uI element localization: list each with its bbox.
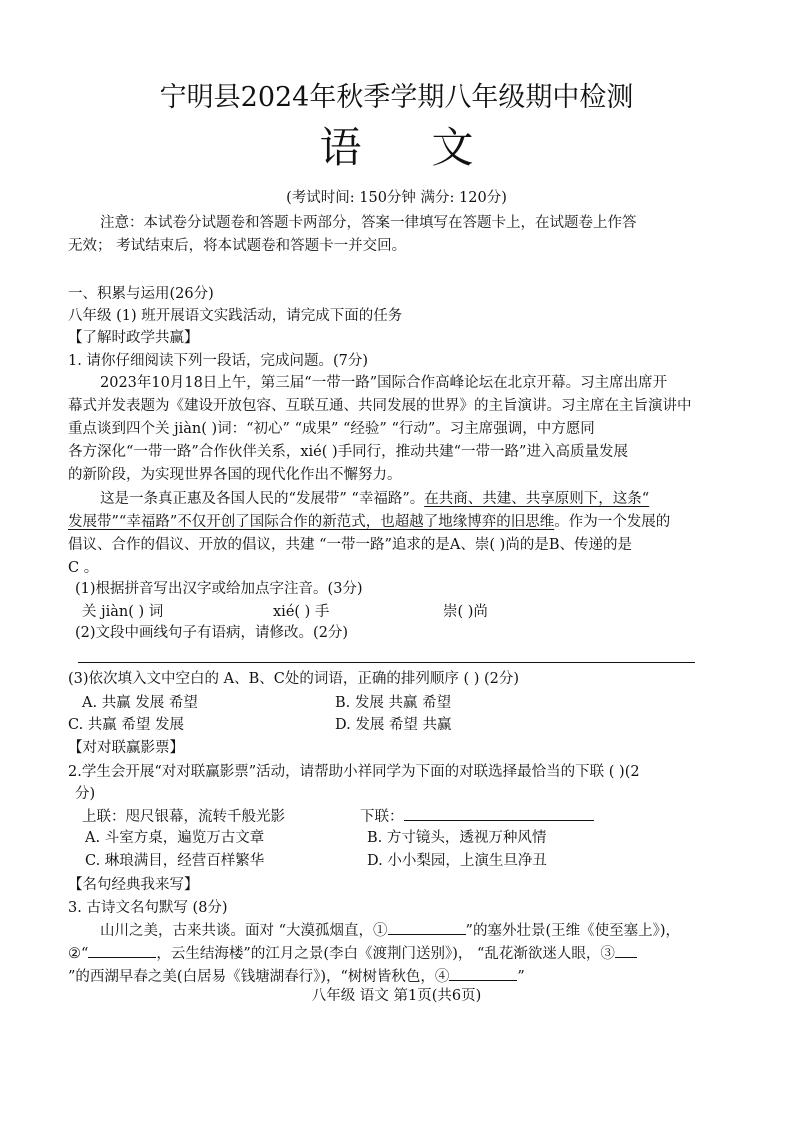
underlined-sentence-part2: 发展带”“幸福路”不仅开创了国际合作的新范式，也超越了地缘博弈的旧思维	[68, 514, 555, 530]
question-1-stem: 1. 请你仔细阅读下列一段话，完成问题。(7分)	[68, 353, 368, 369]
q2-option-d: D. 小小梨园，上演生旦净丑	[367, 853, 547, 869]
q1-para2-line4: C 。	[68, 560, 99, 576]
q3-line2-text: ②“	[68, 946, 89, 962]
q1-sub1: (1)根据拼音写出汉字或给加点字注音。(3分)	[75, 581, 363, 597]
question-2-stem-line2: 分)	[75, 786, 96, 802]
couplet-lower-blank	[404, 806, 594, 821]
q2-option-b: B. 方寸镜头，透视万种风情	[367, 830, 547, 846]
q3-line2	[68, 943, 637, 965]
q2-option-c: C. 琳琅满目，经营百样繁华	[85, 853, 265, 869]
question-3-stem: 3. 古诗文名句默写 (8分)	[68, 900, 228, 916]
q1-sub3: (3)依次填入文中空白的 A、B、C处的词语，正确的排列顺序 ( ) (2分)	[68, 671, 520, 687]
subject-title: 语文	[319, 123, 544, 172]
q1-option-c: C. 共赢 希望 发展	[68, 717, 185, 733]
q3-line2-text-end: ，云生结海楼”的江月之景(李白《渡荆门送别》)， “乱花渐欲迷人眼，③	[156, 946, 615, 962]
q1-para1-line1: 2023年10月18日上午，第三届“一带一路”国际合作高峰论坛在北京开幕。习主席出席开	[100, 375, 668, 391]
q1-para1-line2: 幕式并发表题为《建设开放包容、互联互通、共同发展的世界》的主旨演讲。习主席在主旨演讲中	[68, 398, 692, 414]
fill-xie: xié( ) 手	[273, 604, 330, 620]
blank-2	[88, 943, 156, 958]
tag-famous-lines: 【名句经典我来写】	[68, 877, 199, 893]
section-heading: 一、积累与运用(26分)	[68, 286, 214, 302]
q1-para2-line2-text: 。作为一个发展的	[554, 514, 671, 530]
notice-line-2: 无效； 考试结束后，将本试题卷和答题卡一并交回。	[68, 238, 407, 254]
q3-line1	[100, 920, 680, 942]
fill-jian: 关 jiàn( ) 词	[82, 604, 164, 620]
q1-para2-line1-text: 这是一条真正惠及各国人民的“发展带” “幸福路”。	[100, 491, 425, 507]
q1-option-b: B. 发展 共赢 希望	[335, 695, 452, 711]
q1-option-d: D. 发展 希望 共赢	[335, 717, 452, 733]
blank-4	[449, 966, 517, 981]
tag-couplet: 【对对联赢影票】	[68, 740, 184, 756]
q1-para1-line5: 的新阶段，为实现世界各国的现代化作出不懈努力。	[68, 467, 402, 483]
couplet-upper: 上联：咫尺银幕，流转千般光影	[82, 809, 285, 825]
fill-chong: 崇( )尚	[443, 604, 488, 620]
blank-1	[388, 920, 466, 935]
q1-para2-line3: 倡议、合作的倡议、开放的倡议，共建 “一带一路”追求的是A、崇( )尚的是B、传递的是	[68, 537, 632, 553]
question-2-stem-line1: 2.学生会开展“对对联赢影票”活动，请帮助小祥同学为下面的对联选择最恰当的下联 ( )(2	[68, 764, 640, 780]
q1-para2-line2	[68, 511, 670, 533]
q1-para1-line3: 重点谈到四个关 jiàn( )词：“初心” “成果” “经验” “行动”。习主席强调，中方愿同	[68, 421, 595, 437]
q1-para2-line1	[100, 488, 649, 510]
section-intro: 八年级 (1) 班开展语文实践活动，请完成下面的任务	[68, 308, 403, 324]
couplet-lower-label: 下联：	[360, 809, 404, 825]
q3-line1-text-end: ”的塞外壮景(王维《使至塞上》)，	[465, 923, 681, 939]
page-footer: 八年级 语文 第1页(共6页)	[311, 988, 482, 1004]
q1-sub2: (2)文段中画线句子有语病，请修改。(2分)	[75, 625, 349, 641]
couplet-lower	[360, 806, 594, 828]
q3-line3-text: ”的西湖早春之美(白居易《钱塘湖春行》)，“树树皆秋色，④	[68, 969, 450, 985]
answer-line-q1-2	[78, 662, 695, 663]
q2-option-a: A. 斗室方桌，遍览万古文章	[85, 830, 265, 846]
q3-line1-text: 山川之美，古来共谈。面对 “大漠孤烟直，①	[100, 923, 388, 939]
q1-para1-line4: 各方深化“一带一路”合作伙伴关系，xié( )手同行，推动共建“一带一路”进入高质量发展	[68, 444, 628, 460]
notice-line-1: 注意：本试卷分试题卷和答题卡两部分，答案一律填写在答题卡上，在试题卷上作答	[100, 215, 637, 231]
q3-line3-text-end: ”	[517, 969, 525, 985]
exam-info: (考试时间: 150分钟 满分: 120分)	[286, 190, 507, 206]
blank-3	[615, 943, 637, 958]
underlined-sentence-part1: 在共商、共建、共享原则下，这条“	[424, 491, 650, 507]
exam-title: 宁明县2024年秋季学期八年级期中检测	[159, 82, 634, 113]
tag-politics: 【了解时政学共赢】	[68, 330, 199, 346]
q1-option-a: A. 共赢 发展 希望	[82, 695, 198, 711]
